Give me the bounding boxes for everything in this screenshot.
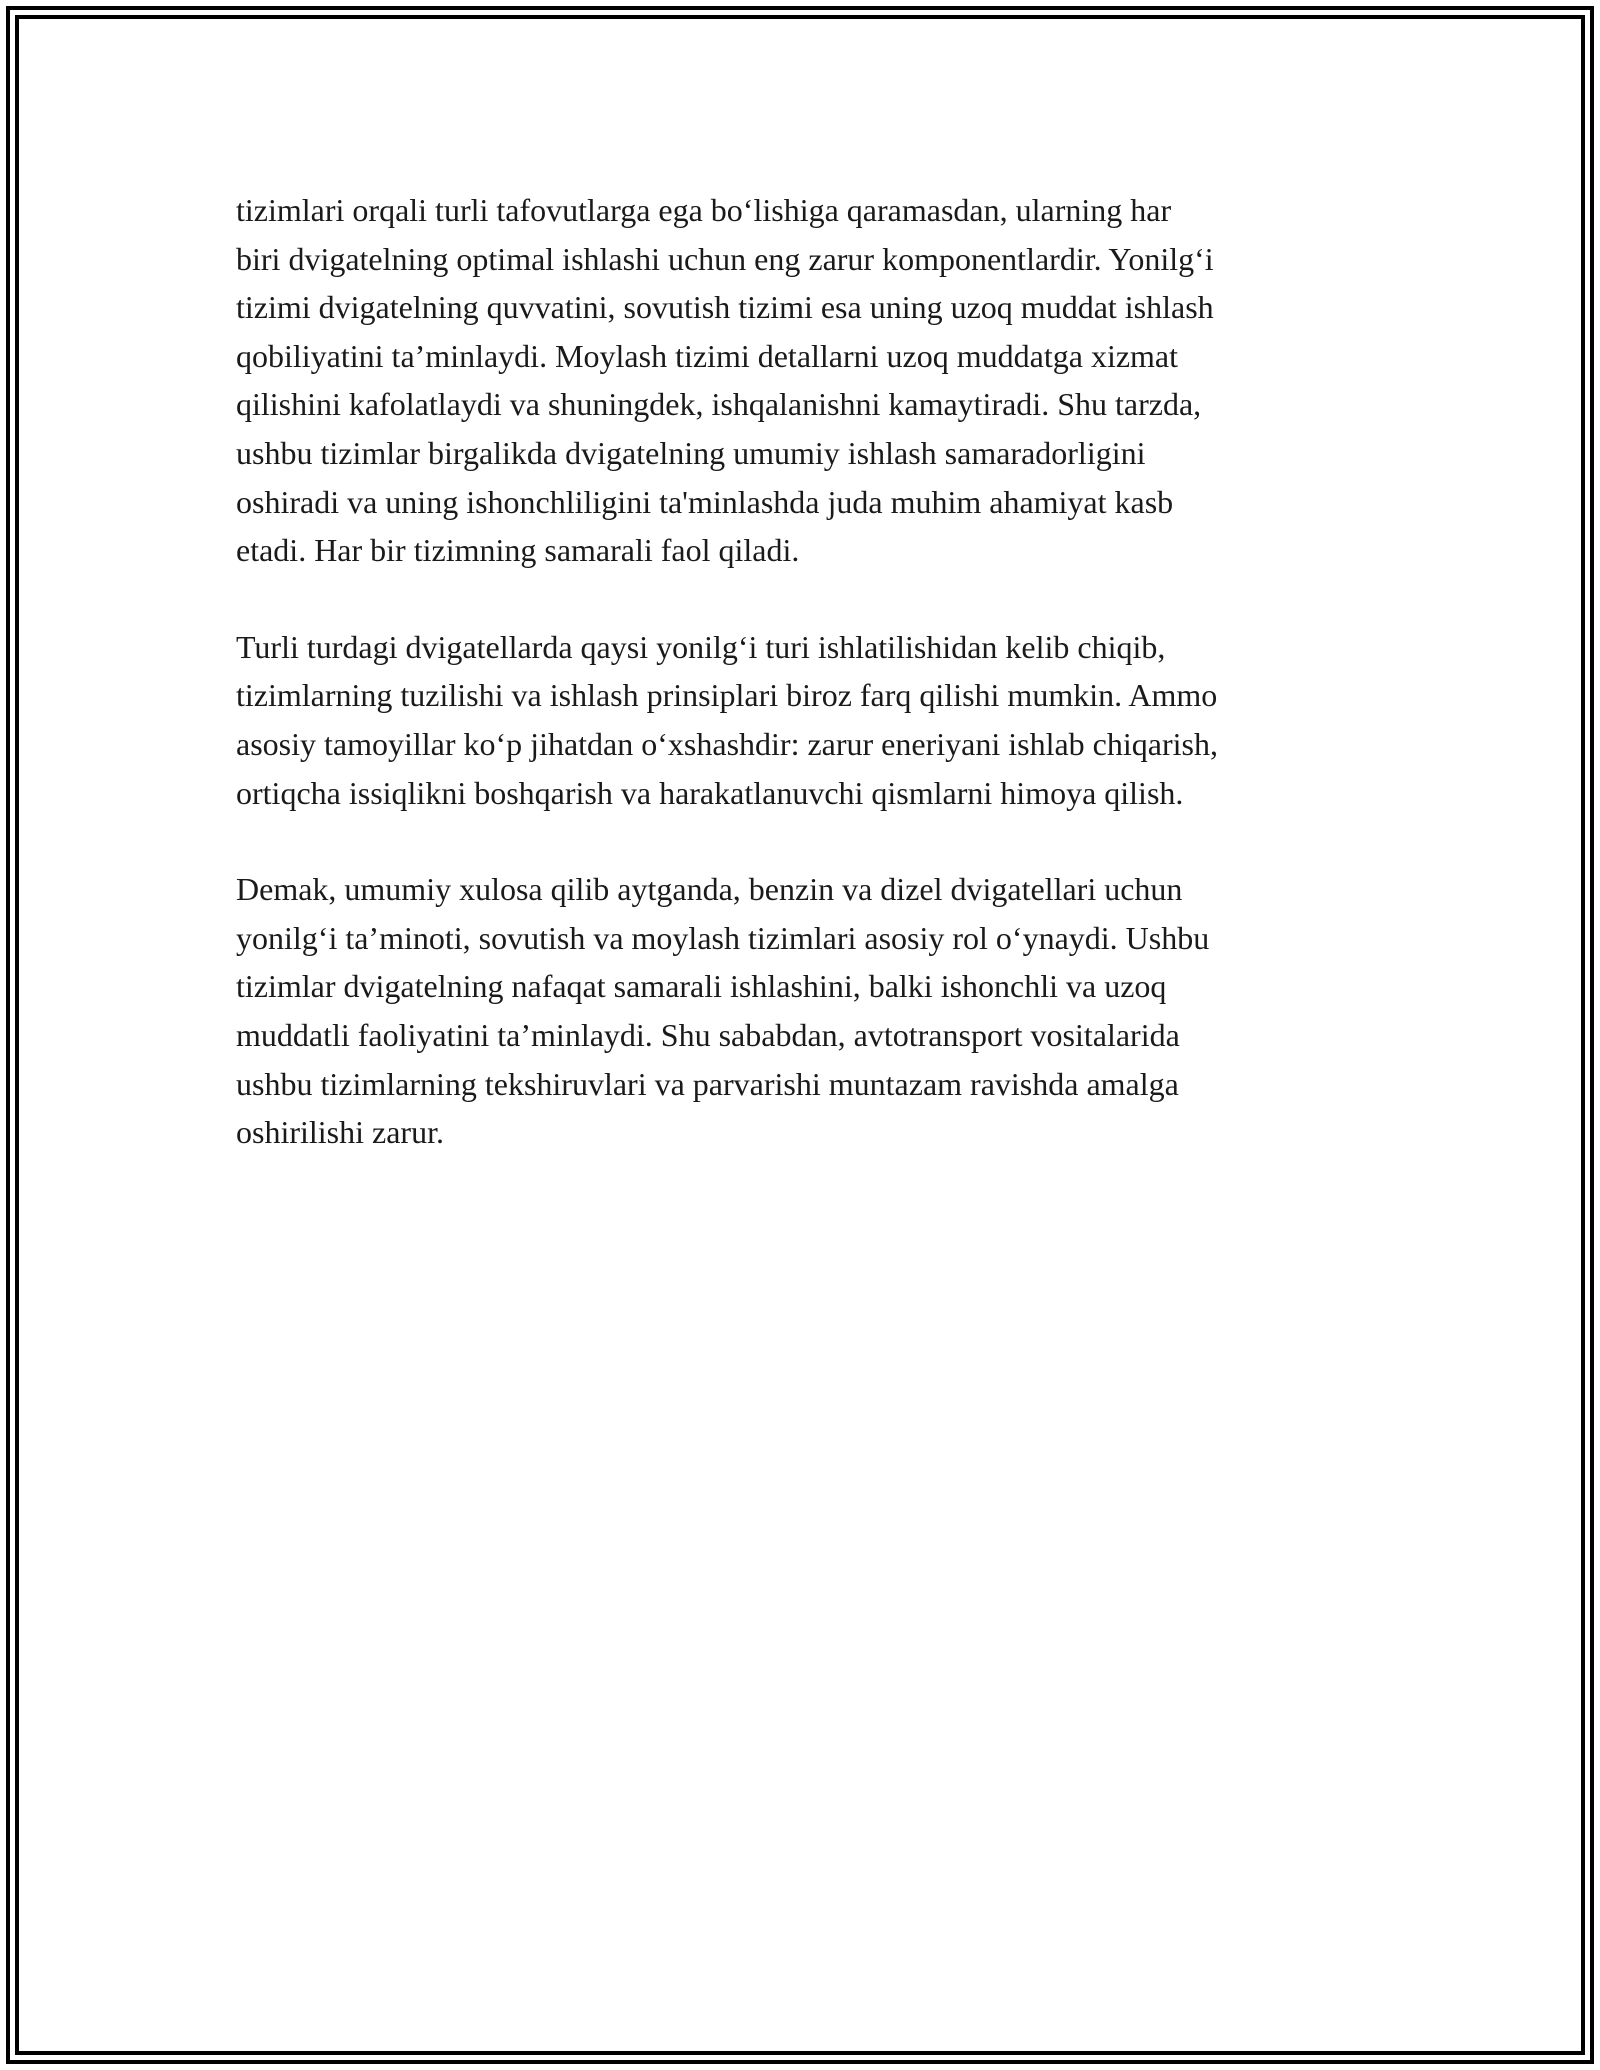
text-line: ushbu tizimlarning tekshiruvlari va parvarishi muntazam ravishda amalga xyxy=(236,1065,1179,1102)
text-line: yonilg‘i ta’minoti, sovutish va moylash tizimlari asosiy rol o‘ynaydi. Ushbu xyxy=(236,919,1210,956)
paragraph-3 xyxy=(236,865,1396,1157)
text-line: muddatli faoliyatini ta’minlaydi. Shu sababdan, avtotransport vositalarida xyxy=(236,1016,1180,1053)
text-line: etadi. Har bir tizimning samarali faol qiladi. xyxy=(236,532,800,569)
paragraph-2 xyxy=(236,623,1396,817)
document-body xyxy=(236,186,1396,1205)
text-line: qobiliyatini ta’minlaydi. Moylash tizimi detallarni uzoq muddatga xizmat xyxy=(236,337,1179,374)
text-line: ortiqcha issiqlikni boshqarish va harakatlanuvchi qismlarni himoya qilish. xyxy=(236,774,1184,811)
text-line: asosiy tamoyillar ko‘p jihatdan o‘xshashdir: zarur eneriyani ishlab chiqarish, xyxy=(236,725,1218,762)
text-line: tizimlari orqali turli tafovutlarga ega bo‘lishiga qaramasdan, ularning har xyxy=(236,192,1172,228)
paragraph-1 xyxy=(236,186,1396,575)
text-line: tizimlar dvigatelning nafaqat samarali ishlashini, balki ishonchli va uzoq xyxy=(236,968,1167,1005)
text-line: oshirilishi zarur. xyxy=(236,1114,444,1151)
text-line: oshiradi va uning ishonchliligini ta'minlashda juda muhim ahamiyat kasb xyxy=(236,483,1174,520)
text-line: qilishini kafolatlaydi va shuningdek, ishqalanishni kamaytiradi. Shu tarzda, xyxy=(236,386,1202,423)
text-line: Turli turdagi dvigatellarda qaysi yonilg‘i turi ishlatilishidan kelib chiqib, xyxy=(236,628,1166,665)
text-line: tizimlarning tuzilishi va ishlash prinsiplari biroz farq qilishi mumkin. Ammo xyxy=(236,677,1218,714)
text-line: Demak, umumiy xulosa qilib aytganda, benzin va dizel dvigatellari uchun xyxy=(236,871,1183,908)
text-line: tizimi dvigatelning quvvatini, sovutish tizimi esa uning uzoq muddat ishlash xyxy=(236,289,1214,326)
text-line: ushbu tizimlar birgalikda dvigatelning umumiy ishlash samaradorligini xyxy=(236,434,1146,471)
text-line: biri dvigatelning optimal ishlashi uchun eng zarur komponentlardir. Yonilg‘i xyxy=(236,240,1214,277)
